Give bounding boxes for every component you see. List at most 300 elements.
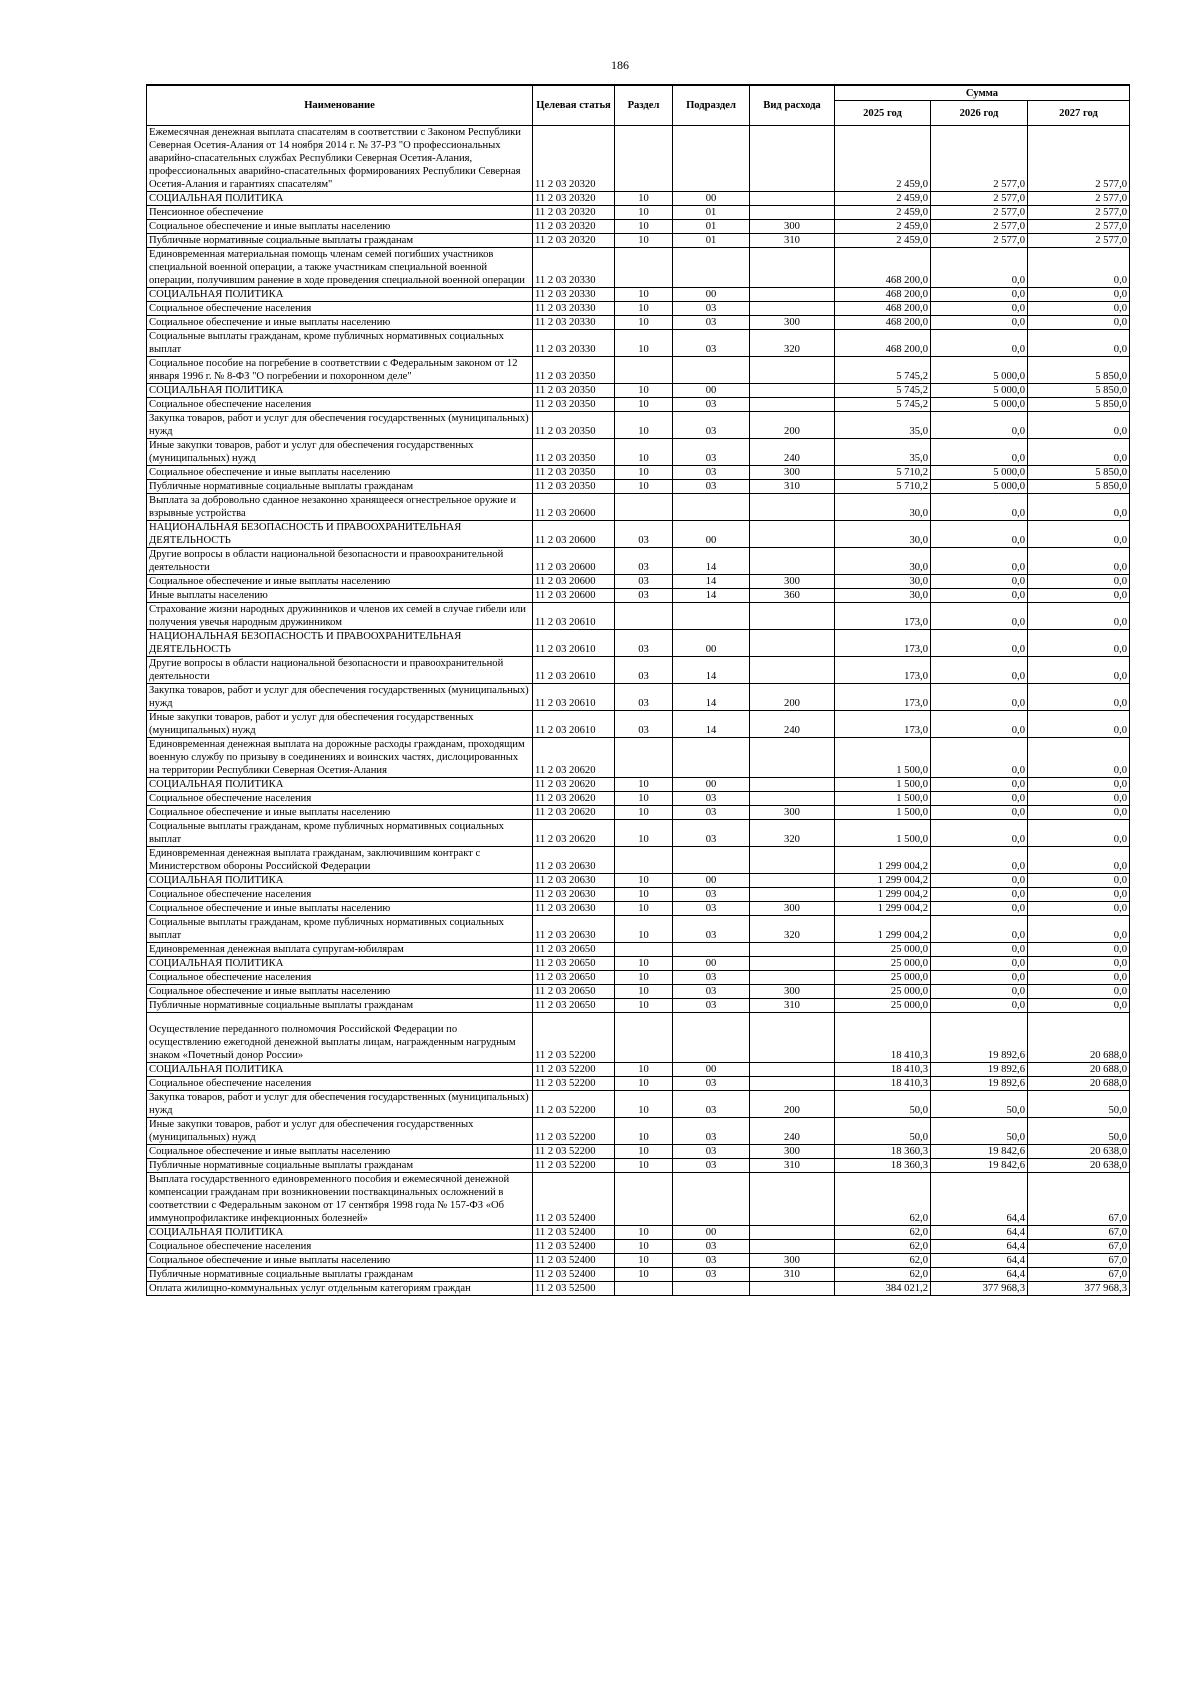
cell-sum-2027: 0,0 [1028, 684, 1130, 711]
cell-name: Социальное обеспечение населения [147, 888, 533, 902]
header-sum: Сумма [835, 85, 1130, 101]
cell-sum-2025: 468 200,0 [835, 288, 931, 302]
cell-sum-2026: 64,4 [931, 1254, 1028, 1268]
cell-name: Социальное обеспечение населения [147, 398, 533, 412]
cell-section: 03 [615, 589, 673, 603]
cell-sum-2027: 20 688,0 [1028, 1077, 1130, 1091]
cell-section: 10 [615, 820, 673, 847]
cell-subsection: 03 [673, 999, 750, 1013]
cell-sum-2026: 0,0 [931, 412, 1028, 439]
cell-section: 10 [615, 466, 673, 480]
cell-sum-2026: 0,0 [931, 874, 1028, 888]
cell-subsection [673, 847, 750, 874]
cell-sum-2026: 377 968,3 [931, 1282, 1028, 1296]
cell-subsection: 00 [673, 1063, 750, 1077]
cell-section: 10 [615, 778, 673, 792]
cell-name: Социальное обеспечение и иные выплаты населению [147, 1145, 533, 1159]
cell-sum-2026: 19 892,6 [931, 1077, 1028, 1091]
cell-subsection: 00 [673, 874, 750, 888]
cell-expense-type [750, 288, 835, 302]
cell-sum-2027: 2 577,0 [1028, 126, 1130, 192]
cell-target-article: 11 2 03 52200 [533, 1145, 615, 1159]
cell-subsection: 00 [673, 384, 750, 398]
cell-section: 10 [615, 220, 673, 234]
cell-name: СОЦИАЛЬНАЯ ПОЛИТИКА [147, 874, 533, 888]
cell-sum-2025: 468 200,0 [835, 248, 931, 288]
table-row [147, 548, 1130, 575]
table-row [147, 916, 1130, 943]
cell-sum-2027: 0,0 [1028, 806, 1130, 820]
cell-expense-type: 320 [750, 330, 835, 357]
cell-sum-2025: 1 500,0 [835, 806, 931, 820]
cell-expense-type: 240 [750, 439, 835, 466]
cell-expense-type: 200 [750, 1091, 835, 1118]
table-row [147, 1159, 1130, 1173]
cell-target-article: 11 2 03 52400 [533, 1226, 615, 1240]
cell-sum-2027: 0,0 [1028, 985, 1130, 999]
cell-sum-2027: 20 688,0 [1028, 1063, 1130, 1077]
cell-sum-2026: 0,0 [931, 521, 1028, 548]
table-row [147, 480, 1130, 494]
cell-section: 10 [615, 480, 673, 494]
cell-sum-2027: 2 577,0 [1028, 192, 1130, 206]
table-body [147, 126, 1130, 1296]
cell-name: Иные закупки товаров, работ и услуг для обеспечения государственных (муниципальных) нужд [147, 711, 533, 738]
cell-sum-2027: 50,0 [1028, 1091, 1130, 1118]
cell-section: 10 [615, 1268, 673, 1282]
cell-name: Социальное пособие на погребение в соответствии с Федеральным законом от 12 января 1996 г. № 8-ФЗ "О погребении и похоронном деле" [147, 357, 533, 384]
cell-target-article: 11 2 03 20620 [533, 792, 615, 806]
cell-subsection: 03 [673, 820, 750, 847]
cell-section [615, 126, 673, 192]
cell-subsection: 03 [673, 1118, 750, 1145]
cell-sum-2025: 18 410,3 [835, 1013, 931, 1063]
cell-sum-2027: 67,0 [1028, 1268, 1130, 1282]
cell-subsection [673, 738, 750, 778]
cell-name: Единовременная материальная помощь членам семей погибших участников специальной военной операции, а также участникам специальной военной операции, получившим ранение в ходе проведения специальной военной операции [147, 248, 533, 288]
cell-sum-2027: 67,0 [1028, 1173, 1130, 1226]
cell-sum-2025: 62,0 [835, 1240, 931, 1254]
cell-sum-2027: 5 850,0 [1028, 398, 1130, 412]
cell-sum-2027: 0,0 [1028, 999, 1130, 1013]
cell-target-article: 11 2 03 20320 [533, 234, 615, 248]
table-row [147, 684, 1130, 711]
cell-sum-2027: 0,0 [1028, 738, 1130, 778]
cell-section: 10 [615, 957, 673, 971]
cell-expense-type [750, 1077, 835, 1091]
table-row [147, 330, 1130, 357]
cell-sum-2026: 19 842,6 [931, 1159, 1028, 1173]
table-row [147, 1268, 1130, 1282]
table-row [147, 575, 1130, 589]
cell-section: 10 [615, 916, 673, 943]
cell-name: Иные закупки товаров, работ и услуг для обеспечения государственных (муниципальных) нужд [147, 1118, 533, 1145]
table-row [147, 384, 1130, 398]
cell-sum-2025: 5 710,2 [835, 480, 931, 494]
cell-subsection: 03 [673, 439, 750, 466]
cell-sum-2026: 0,0 [931, 603, 1028, 630]
cell-sum-2025: 173,0 [835, 711, 931, 738]
cell-section [615, 494, 673, 521]
cell-target-article: 11 2 03 20630 [533, 902, 615, 916]
cell-sum-2027: 0,0 [1028, 820, 1130, 847]
budget-table [146, 84, 1130, 1296]
table-row [147, 439, 1130, 466]
cell-target-article: 11 2 03 52400 [533, 1240, 615, 1254]
cell-expense-type [750, 384, 835, 398]
cell-expense-type: 240 [750, 1118, 835, 1145]
cell-sum-2026: 0,0 [931, 806, 1028, 820]
cell-section [615, 603, 673, 630]
table-row [147, 1173, 1130, 1226]
cell-subsection: 03 [673, 480, 750, 494]
cell-expense-type [750, 792, 835, 806]
cell-expense-type [750, 630, 835, 657]
cell-sum-2025: 173,0 [835, 684, 931, 711]
cell-section: 10 [615, 902, 673, 916]
cell-section: 10 [615, 999, 673, 1013]
cell-subsection: 03 [673, 1254, 750, 1268]
cell-sum-2027: 0,0 [1028, 943, 1130, 957]
cell-target-article: 11 2 03 20620 [533, 820, 615, 847]
cell-sum-2025: 30,0 [835, 575, 931, 589]
cell-section: 10 [615, 1077, 673, 1091]
cell-sum-2027: 20 638,0 [1028, 1159, 1130, 1173]
table-row [147, 778, 1130, 792]
cell-sum-2025: 2 459,0 [835, 220, 931, 234]
table-row [147, 874, 1130, 888]
table-row [147, 192, 1130, 206]
cell-sum-2025: 18 360,3 [835, 1145, 931, 1159]
cell-target-article: 11 2 03 52400 [533, 1254, 615, 1268]
cell-section: 10 [615, 206, 673, 220]
cell-sum-2025: 30,0 [835, 589, 931, 603]
table-row [147, 234, 1130, 248]
cell-sum-2027: 5 850,0 [1028, 384, 1130, 398]
cell-sum-2027: 67,0 [1028, 1240, 1130, 1254]
cell-subsection: 00 [673, 192, 750, 206]
cell-name: Публичные нормативные социальные выплаты гражданам [147, 480, 533, 494]
cell-subsection: 03 [673, 806, 750, 820]
cell-name: СОЦИАЛЬНАЯ ПОЛИТИКА [147, 778, 533, 792]
cell-subsection: 14 [673, 711, 750, 738]
cell-sum-2026: 19 892,6 [931, 1013, 1028, 1063]
cell-subsection: 00 [673, 778, 750, 792]
cell-name: Иные выплаты населению [147, 589, 533, 603]
cell-expense-type [750, 548, 835, 575]
cell-section: 03 [615, 657, 673, 684]
cell-section: 03 [615, 684, 673, 711]
cell-sum-2027: 0,0 [1028, 630, 1130, 657]
cell-expense-type [750, 657, 835, 684]
cell-target-article: 11 2 03 52200 [533, 1091, 615, 1118]
cell-sum-2026: 2 577,0 [931, 126, 1028, 192]
cell-sum-2026: 64,4 [931, 1268, 1028, 1282]
cell-sum-2026: 2 577,0 [931, 192, 1028, 206]
cell-subsection [673, 248, 750, 288]
cell-expense-type [750, 126, 835, 192]
cell-sum-2025: 468 200,0 [835, 316, 931, 330]
table-row [147, 1282, 1130, 1296]
cell-name: Единовременная денежная выплата гражданам, заключившим контракт с Министерством обороны Российской Федерации [147, 847, 533, 874]
cell-subsection: 03 [673, 1091, 750, 1118]
cell-sum-2025: 30,0 [835, 548, 931, 575]
cell-sum-2025: 468 200,0 [835, 330, 931, 357]
header-year-2025: 2025 год [835, 101, 931, 126]
cell-sum-2025: 62,0 [835, 1173, 931, 1226]
cell-subsection: 03 [673, 916, 750, 943]
cell-name: Социальное обеспечение и иные выплаты населению [147, 1254, 533, 1268]
cell-sum-2026: 5 000,0 [931, 398, 1028, 412]
cell-sum-2025: 5 745,2 [835, 398, 931, 412]
cell-target-article: 11 2 03 20630 [533, 874, 615, 888]
cell-name: Социальное обеспечение и иные выплаты населению [147, 575, 533, 589]
cell-target-article: 11 2 03 20350 [533, 466, 615, 480]
cell-subsection: 03 [673, 1159, 750, 1173]
cell-name: Закупка товаров, работ и услуг для обеспечения государственных (муниципальных) нужд [147, 684, 533, 711]
cell-sum-2027: 0,0 [1028, 711, 1130, 738]
cell-section: 10 [615, 1254, 673, 1268]
cell-expense-type [750, 957, 835, 971]
cell-expense-type [750, 357, 835, 384]
cell-sum-2025: 62,0 [835, 1254, 931, 1268]
cell-subsection [673, 1282, 750, 1296]
cell-subsection: 03 [673, 412, 750, 439]
cell-section: 10 [615, 971, 673, 985]
cell-sum-2027: 0,0 [1028, 778, 1130, 792]
cell-target-article: 11 2 03 20600 [533, 494, 615, 521]
cell-subsection: 03 [673, 971, 750, 985]
cell-sum-2025: 35,0 [835, 412, 931, 439]
table-row [147, 316, 1130, 330]
cell-section: 10 [615, 1091, 673, 1118]
cell-section: 10 [615, 412, 673, 439]
cell-expense-type: 300 [750, 220, 835, 234]
cell-section: 10 [615, 398, 673, 412]
cell-sum-2025: 5 745,2 [835, 357, 931, 384]
cell-name: Ежемесячная денежная выплата спасателям в соответствии с Законом Республики Северная Осетия-Алания от 14 ноября 2014 г. № 37-РЗ "О профессиональных аварийно-спасательных службах Республики Северная Осетия-Алания, профессиональных аварийно-спасательных формированиях Республики Северная Осетия-Алания и гарантиях спасателям" [147, 126, 533, 192]
cell-sum-2026: 0,0 [931, 916, 1028, 943]
cell-target-article: 11 2 03 20320 [533, 206, 615, 220]
cell-target-article: 11 2 03 20600 [533, 521, 615, 548]
cell-name: Закупка товаров, работ и услуг для обеспечения государственных (муниципальных) нужд [147, 412, 533, 439]
cell-sum-2026: 0,0 [931, 575, 1028, 589]
cell-subsection: 03 [673, 792, 750, 806]
cell-sum-2025: 50,0 [835, 1091, 931, 1118]
cell-sum-2027: 20 688,0 [1028, 1013, 1130, 1063]
table-row [147, 302, 1130, 316]
cell-section: 10 [615, 792, 673, 806]
cell-target-article: 11 2 03 20350 [533, 384, 615, 398]
cell-name: Публичные нормативные социальные выплаты гражданам [147, 1159, 533, 1173]
page-number: 186 [611, 58, 629, 72]
cell-sum-2027: 0,0 [1028, 888, 1130, 902]
cell-target-article: 11 2 03 20650 [533, 943, 615, 957]
cell-sum-2026: 0,0 [931, 971, 1028, 985]
cell-sum-2027: 0,0 [1028, 957, 1130, 971]
cell-name: Оплата жилищно-коммунальных услуг отдельным категориям граждан [147, 1282, 533, 1296]
cell-target-article: 11 2 03 20330 [533, 248, 615, 288]
cell-sum-2025: 1 299 004,2 [835, 847, 931, 874]
cell-sum-2025: 25 000,0 [835, 957, 931, 971]
cell-name: Социальное обеспечение и иные выплаты населению [147, 806, 533, 820]
cell-expense-type [750, 1063, 835, 1077]
table-row [147, 971, 1130, 985]
cell-section [615, 738, 673, 778]
cell-sum-2027: 0,0 [1028, 439, 1130, 466]
cell-sum-2026: 0,0 [931, 248, 1028, 288]
cell-sum-2027: 2 577,0 [1028, 234, 1130, 248]
cell-target-article: 11 2 03 20330 [533, 288, 615, 302]
cell-sum-2026: 0,0 [931, 657, 1028, 684]
cell-expense-type: 300 [750, 985, 835, 999]
cell-target-article: 11 2 03 20610 [533, 684, 615, 711]
cell-expense-type [750, 302, 835, 316]
cell-name: СОЦИАЛЬНАЯ ПОЛИТИКА [147, 288, 533, 302]
cell-name: Осуществление переданного полномочия Российской Федерации по осуществлению ежегодной денежной выплаты лицам, награжденным нагрудным знаком «Почетный донор России» [147, 1013, 533, 1063]
cell-name: Единовременная денежная выплата на дорожные расходы гражданам, проходящим военную службу по призыву в соединениях и воинских частях, дислоцированных на территории Республики Северная Осетия-Алания [147, 738, 533, 778]
cell-subsection [673, 943, 750, 957]
cell-target-article: 11 2 03 20330 [533, 302, 615, 316]
cell-expense-type: 300 [750, 806, 835, 820]
cell-sum-2026: 64,4 [931, 1226, 1028, 1240]
cell-sum-2026: 0,0 [931, 847, 1028, 874]
cell-name: Публичные нормативные социальные выплаты гражданам [147, 234, 533, 248]
cell-subsection: 14 [673, 548, 750, 575]
cell-section [615, 847, 673, 874]
cell-subsection: 03 [673, 1240, 750, 1254]
cell-section: 10 [615, 316, 673, 330]
cell-sum-2027: 0,0 [1028, 316, 1130, 330]
table-row [147, 738, 1130, 778]
table-row [147, 220, 1130, 234]
cell-section [615, 1282, 673, 1296]
cell-expense-type [750, 1226, 835, 1240]
cell-name: Социальное обеспечение и иные выплаты населению [147, 316, 533, 330]
cell-sum-2026: 64,4 [931, 1173, 1028, 1226]
cell-sum-2027: 0,0 [1028, 288, 1130, 302]
cell-section [615, 248, 673, 288]
cell-subsection: 03 [673, 985, 750, 999]
cell-sum-2027: 377 968,3 [1028, 1282, 1130, 1296]
cell-name: СОЦИАЛЬНАЯ ПОЛИТИКА [147, 384, 533, 398]
cell-expense-type [750, 874, 835, 888]
table-row [147, 888, 1130, 902]
cell-sum-2026: 0,0 [931, 302, 1028, 316]
cell-section [615, 1013, 673, 1063]
cell-subsection [673, 126, 750, 192]
table-row [147, 1118, 1130, 1145]
cell-section: 03 [615, 575, 673, 589]
cell-expense-type: 320 [750, 820, 835, 847]
cell-sum-2026: 0,0 [931, 589, 1028, 603]
cell-subsection: 03 [673, 1077, 750, 1091]
cell-sum-2026: 0,0 [931, 902, 1028, 916]
cell-sum-2026: 5 000,0 [931, 480, 1028, 494]
cell-section: 10 [615, 1240, 673, 1254]
cell-sum-2027: 20 638,0 [1028, 1145, 1130, 1159]
cell-section: 10 [615, 806, 673, 820]
cell-section: 10 [615, 234, 673, 248]
table-row [147, 1077, 1130, 1091]
cell-sum-2025: 2 459,0 [835, 126, 931, 192]
cell-sum-2026: 0,0 [931, 778, 1028, 792]
cell-sum-2025: 1 299 004,2 [835, 916, 931, 943]
cell-sum-2025: 18 410,3 [835, 1077, 931, 1091]
cell-target-article: 11 2 03 20630 [533, 847, 615, 874]
cell-expense-type: 320 [750, 916, 835, 943]
cell-target-article: 11 2 03 52400 [533, 1173, 615, 1226]
cell-section: 03 [615, 521, 673, 548]
cell-name: Социальное обеспечение и иные выплаты населению [147, 985, 533, 999]
cell-subsection: 01 [673, 220, 750, 234]
cell-sum-2026: 64,4 [931, 1240, 1028, 1254]
cell-sum-2025: 1 500,0 [835, 820, 931, 847]
cell-name: Социальное обеспечение населения [147, 1077, 533, 1091]
cell-name: Социальное обеспечение и иные выплаты населению [147, 466, 533, 480]
cell-sum-2026: 0,0 [931, 792, 1028, 806]
cell-name: Страхование жизни народных дружинников и членов их семей в случае гибели или получения увечья народным дружинником [147, 603, 533, 630]
table-row [147, 398, 1130, 412]
cell-expense-type: 310 [750, 1268, 835, 1282]
cell-target-article: 11 2 03 20350 [533, 357, 615, 384]
cell-sum-2027: 0,0 [1028, 521, 1130, 548]
cell-subsection: 03 [673, 1268, 750, 1282]
cell-target-article: 11 2 03 20620 [533, 778, 615, 792]
cell-sum-2025: 1 500,0 [835, 778, 931, 792]
cell-expense-type: 300 [750, 575, 835, 589]
cell-target-article: 11 2 03 52500 [533, 1282, 615, 1296]
cell-sum-2025: 173,0 [835, 657, 931, 684]
cell-sum-2025: 173,0 [835, 603, 931, 630]
cell-sum-2027: 0,0 [1028, 412, 1130, 439]
cell-sum-2026: 0,0 [931, 288, 1028, 302]
cell-sum-2027: 0,0 [1028, 575, 1130, 589]
cell-name: Социальные выплаты гражданам, кроме публичных нормативных социальных выплат [147, 916, 533, 943]
cell-target-article: 11 2 03 20330 [533, 316, 615, 330]
cell-name: Единовременная денежная выплата супругам-юбилярам [147, 943, 533, 957]
cell-sum-2026: 2 577,0 [931, 220, 1028, 234]
cell-expense-type [750, 1282, 835, 1296]
cell-section: 10 [615, 985, 673, 999]
table-row [147, 711, 1130, 738]
header-year-2027: 2027 год [1028, 101, 1130, 126]
cell-name: Публичные нормативные социальные выплаты гражданам [147, 999, 533, 1013]
cell-section: 10 [615, 1063, 673, 1077]
cell-sum-2026: 0,0 [931, 985, 1028, 999]
cell-name: Другие вопросы в области национальной безопасности и правоохранительной деятельности [147, 548, 533, 575]
cell-subsection [673, 357, 750, 384]
cell-expense-type [750, 971, 835, 985]
cell-target-article: 11 2 03 20320 [533, 126, 615, 192]
header-target-article: Целевая статья [533, 85, 615, 126]
cell-expense-type [750, 1173, 835, 1226]
cell-name: НАЦИОНАЛЬНАЯ БЕЗОПАСНОСТЬ И ПРАВООХРАНИТЕЛЬНАЯ ДЕЯТЕЛЬНОСТЬ [147, 630, 533, 657]
cell-sum-2026: 5 000,0 [931, 357, 1028, 384]
cell-sum-2027: 0,0 [1028, 330, 1130, 357]
cell-name: Социальное обеспечение населения [147, 302, 533, 316]
cell-expense-type: 300 [750, 316, 835, 330]
cell-sum-2027: 50,0 [1028, 1118, 1130, 1145]
cell-name: Социальные выплаты гражданам, кроме публичных нормативных социальных выплат [147, 330, 533, 357]
cell-sum-2025: 30,0 [835, 494, 931, 521]
cell-name: Социальное обеспечение населения [147, 971, 533, 985]
cell-sum-2025: 5 710,2 [835, 466, 931, 480]
cell-name: Закупка товаров, работ и услуг для обеспечения государственных (муниципальных) нужд [147, 1091, 533, 1118]
table-row [147, 820, 1130, 847]
cell-name: Социальное обеспечение и иные выплаты населению [147, 902, 533, 916]
cell-sum-2027: 0,0 [1028, 494, 1130, 521]
